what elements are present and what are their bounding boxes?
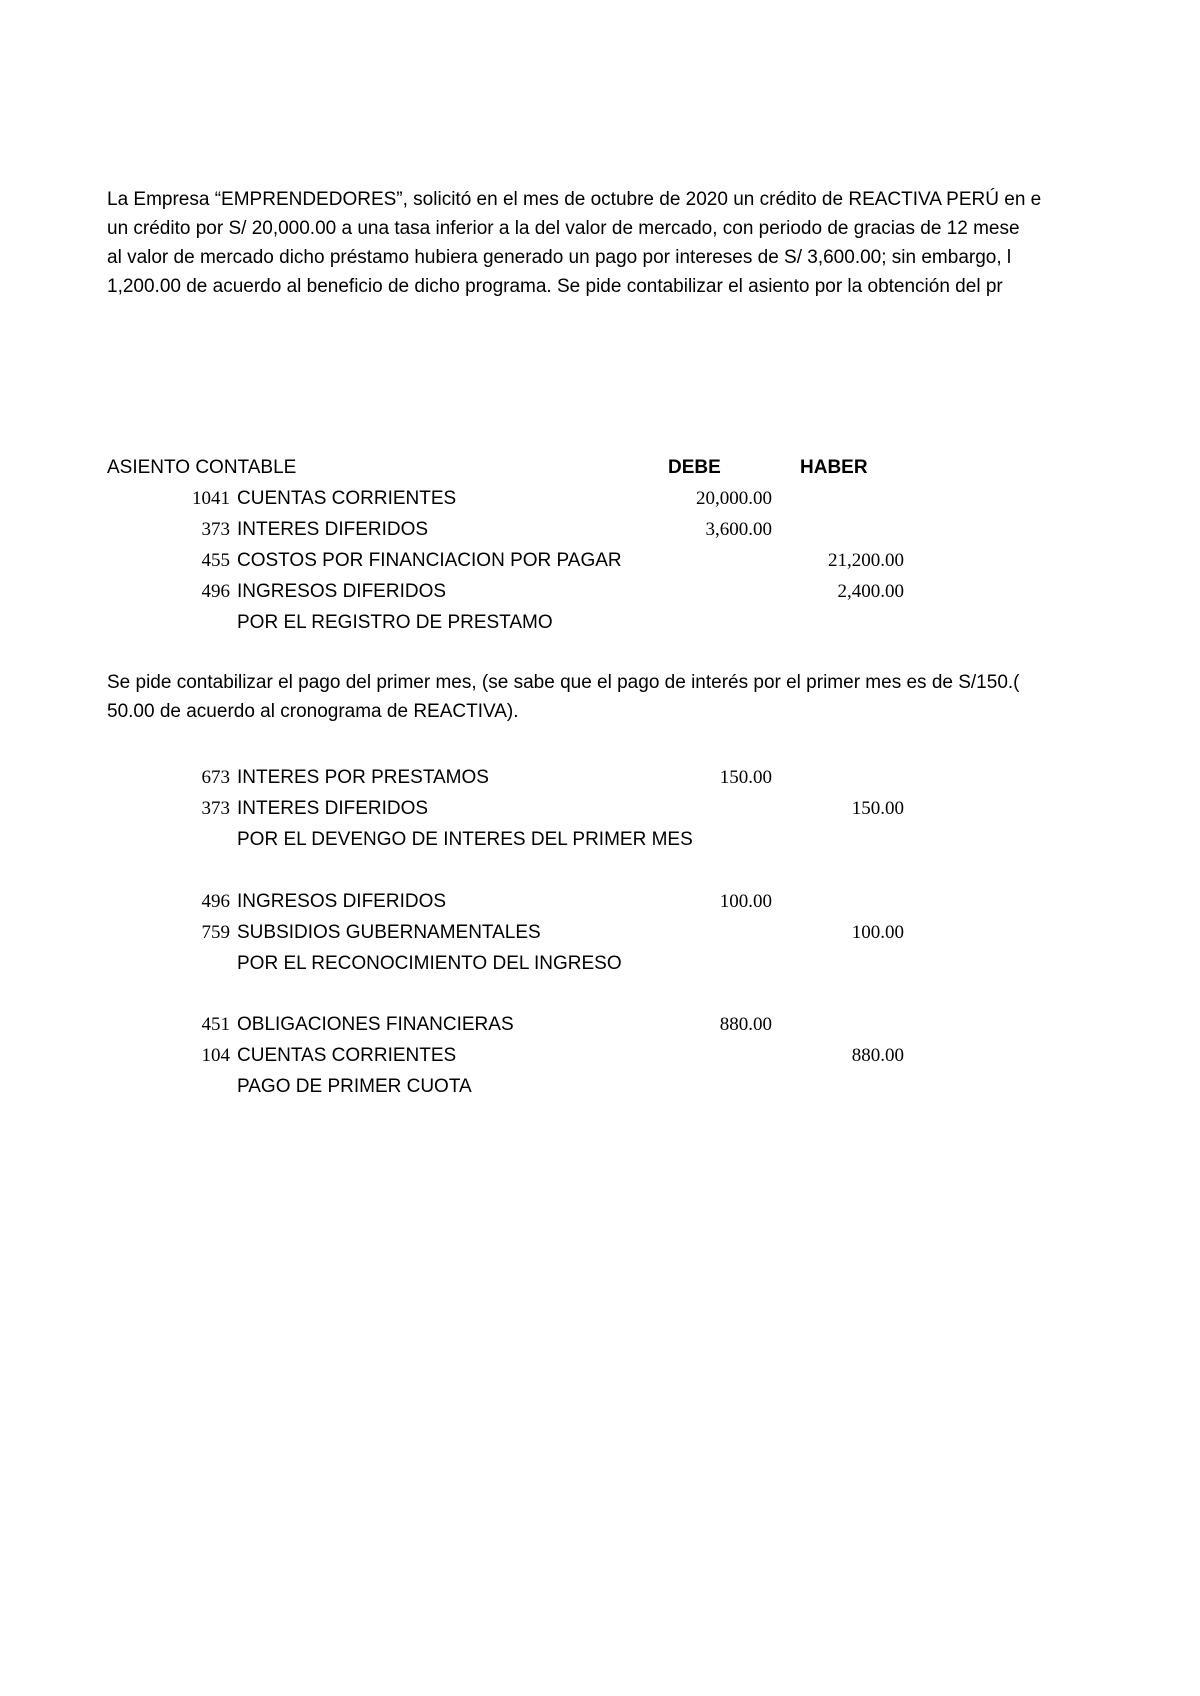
gloss-text: POR EL RECONOCIMIENTO DEL INGRESO xyxy=(237,953,622,974)
second-paragraph xyxy=(107,671,1047,725)
debe-amount: 100.00 xyxy=(719,891,772,912)
gloss-text: POR EL REGISTRO DE PRESTAMO xyxy=(237,612,553,633)
intro-line-1: La Empresa “EMPRENDEDORES”, solicitó en el mes de octubre de 2020 un crédito de REACTIVA PERÚ en e xyxy=(107,189,1042,210)
second-line-1: Se pide contabilizar el pago del primer mes, (se sabe que el pago de interés por el primer mes es de S/150.( xyxy=(107,672,1020,693)
account-name: INTERES DIFERIDOS xyxy=(237,798,429,819)
account-name: OBLIGACIONES FINANCIERAS xyxy=(237,1014,514,1035)
intro-line-4: 1,200.00 de acuerdo al beneficio de dicho programa. Se pide contabilizar el asiento por la obtención del pr xyxy=(107,276,1003,297)
account-code: 759 xyxy=(201,922,230,943)
haber-header: HABER xyxy=(800,457,868,478)
account-code: 451 xyxy=(201,1014,230,1035)
haber-amount: 21,200.00 xyxy=(828,550,904,571)
account-name: CUENTAS CORRIENTES xyxy=(237,1045,457,1066)
haber-amount: 100.00 xyxy=(851,922,904,943)
debe-amount: 150.00 xyxy=(719,767,772,788)
journal-row xyxy=(0,549,1200,573)
journal-row xyxy=(0,890,1200,914)
journal-row xyxy=(0,1013,1200,1037)
account-code: 373 xyxy=(201,519,230,540)
intro-line-3: al valor de mercado dicho préstamo hubiera generado un pago por intereses de S/ 3,600.00; sin embargo, l xyxy=(107,247,1012,268)
account-code: 104 xyxy=(201,1045,230,1066)
account-code: 496 xyxy=(201,891,230,912)
account-name: SUBSIDIOS GUBERNAMENTALES xyxy=(237,922,541,943)
journal-row xyxy=(0,487,1200,511)
account-name: INGRESOS DIFERIDOS xyxy=(237,891,447,912)
account-name: INTERES DIFERIDOS xyxy=(237,519,429,540)
account-code: 673 xyxy=(201,767,230,788)
debe-amount: 20,000.00 xyxy=(696,488,772,509)
journal-gloss xyxy=(0,1075,1200,1099)
account-name: COSTOS POR FINANCIACION POR PAGAR xyxy=(237,550,622,571)
journal-gloss xyxy=(0,611,1200,635)
journal-row xyxy=(0,1044,1200,1068)
journal-header xyxy=(0,456,1200,480)
second-line-2: 50.00 de acuerdo al cronograma de REACTIVA). xyxy=(107,701,519,722)
debe-amount: 3,600.00 xyxy=(705,519,772,540)
debe-amount: 880.00 xyxy=(719,1014,772,1035)
journal-gloss xyxy=(0,952,1200,976)
account-name: CUENTAS CORRIENTES xyxy=(237,488,457,509)
journal-gloss xyxy=(0,828,1200,852)
journal-row xyxy=(0,580,1200,604)
intro-paragraph xyxy=(107,188,1047,298)
account-code: 373 xyxy=(201,798,230,819)
haber-amount: 150.00 xyxy=(851,798,904,819)
account-code: 496 xyxy=(201,581,230,602)
debe-header: DEBE xyxy=(668,457,721,478)
haber-amount: 2,400.00 xyxy=(837,581,904,602)
journal-row xyxy=(0,921,1200,945)
journal-row xyxy=(0,518,1200,542)
account-code: 1041 xyxy=(192,488,230,509)
gloss-text: PAGO DE PRIMER CUOTA xyxy=(237,1076,472,1097)
gloss-text: POR EL DEVENGO DE INTERES DEL PRIMER MES xyxy=(237,829,693,850)
account-name: INTERES POR PRESTAMOS xyxy=(237,767,489,788)
journal-title: ASIENTO CONTABLE xyxy=(107,457,297,478)
journal-row xyxy=(0,797,1200,821)
account-code: 455 xyxy=(201,550,230,571)
journal-row xyxy=(0,766,1200,790)
haber-amount: 880.00 xyxy=(851,1045,904,1066)
intro-line-2: un crédito por S/ 20,000.00 a una tasa inferior a la del valor de mercado, con periodo de gracias de 12 mese xyxy=(107,218,1020,239)
account-name: INGRESOS DIFERIDOS xyxy=(237,581,447,602)
